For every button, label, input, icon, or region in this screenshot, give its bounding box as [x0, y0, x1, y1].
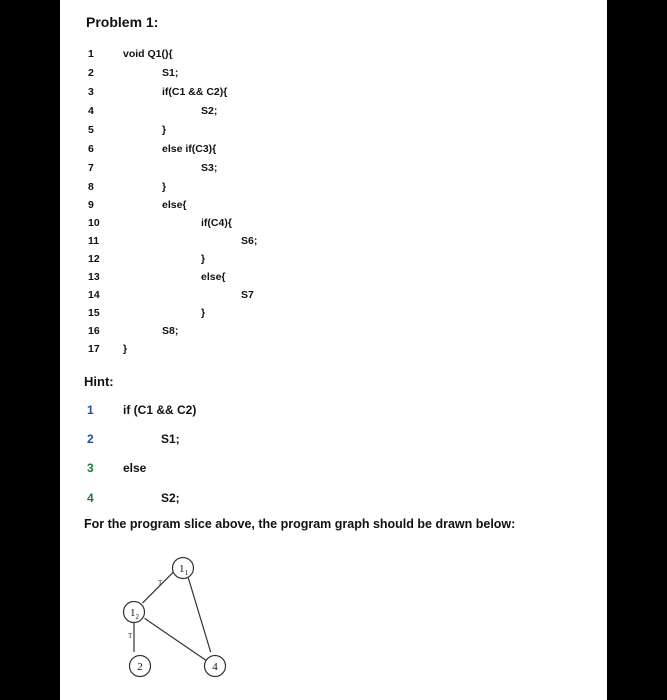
hint-code-line: S1; — [161, 432, 180, 446]
line-number: 10 — [88, 217, 100, 229]
line-number: 15 — [88, 307, 100, 319]
code-line: S3; — [201, 162, 218, 174]
hint-line-number: 1 — [87, 403, 94, 417]
node-subscript: 2 — [135, 613, 139, 621]
code-line: } — [201, 253, 206, 265]
line-number: 4 — [88, 105, 94, 117]
line-number: 17 — [88, 343, 100, 355]
line-number: 9 — [88, 199, 94, 211]
node-subscript: 1 — [184, 569, 188, 577]
code-line: else{ — [162, 199, 187, 211]
instruction-text: For the program slice above, the program graph should be drawn below: — [84, 517, 516, 531]
graph-edge — [188, 578, 210, 652]
document-page — [60, 0, 607, 700]
hint-code-line: else — [123, 461, 147, 475]
hint-line-number: 4 — [87, 491, 94, 505]
code-line: else{ — [201, 271, 226, 283]
line-number: 7 — [88, 162, 94, 174]
line-number: 11 — [88, 235, 100, 247]
line-number: 5 — [88, 124, 94, 136]
code-line: S2; — [201, 105, 218, 117]
code-line: S1; — [162, 67, 179, 79]
code-line: } — [123, 343, 128, 355]
line-number: 1 — [88, 48, 94, 60]
line-number: 14 — [88, 289, 100, 301]
graph-edge — [145, 618, 207, 660]
problem-title: Problem 1: — [86, 14, 159, 30]
code-line: S7 — [241, 289, 254, 301]
code-line: S8; — [162, 325, 179, 337]
code-line: } — [162, 181, 167, 193]
hint-code-line: S2; — [161, 491, 180, 505]
program-graph — [60, 0, 607, 700]
line-number: 6 — [88, 143, 94, 155]
hint-line-number: 3 — [87, 461, 94, 475]
code-line: } — [201, 307, 206, 319]
edge-label: T — [128, 632, 133, 640]
hint-title: Hint: — [84, 374, 114, 389]
node-label: 4 — [212, 661, 218, 673]
line-number: 2 — [88, 67, 94, 79]
graph-node — [130, 656, 151, 677]
line-number: 16 — [88, 325, 100, 337]
code-line: } — [162, 124, 167, 136]
node-label: 1 — [130, 607, 136, 619]
hint-line-number: 2 — [87, 432, 94, 446]
code-line: else if(C3){ — [162, 143, 217, 155]
code-line: if(C1 && C2){ — [162, 86, 228, 98]
graph-node — [173, 558, 194, 579]
graph-node — [205, 656, 226, 677]
hint-code-line: if (C1 && C2) — [123, 403, 197, 417]
line-number: 12 — [88, 253, 100, 265]
line-number: 3 — [88, 86, 94, 98]
node-label: 1 — [179, 563, 185, 575]
line-number: 8 — [88, 181, 94, 193]
node-label: 2 — [137, 661, 143, 673]
code-line: if(C4){ — [201, 217, 232, 229]
line-number: 13 — [88, 271, 100, 283]
edge-label: T — [158, 579, 163, 587]
graph-node — [124, 602, 145, 623]
code-line: S6; — [241, 235, 258, 247]
code-line: void Q1(){ — [123, 48, 173, 60]
